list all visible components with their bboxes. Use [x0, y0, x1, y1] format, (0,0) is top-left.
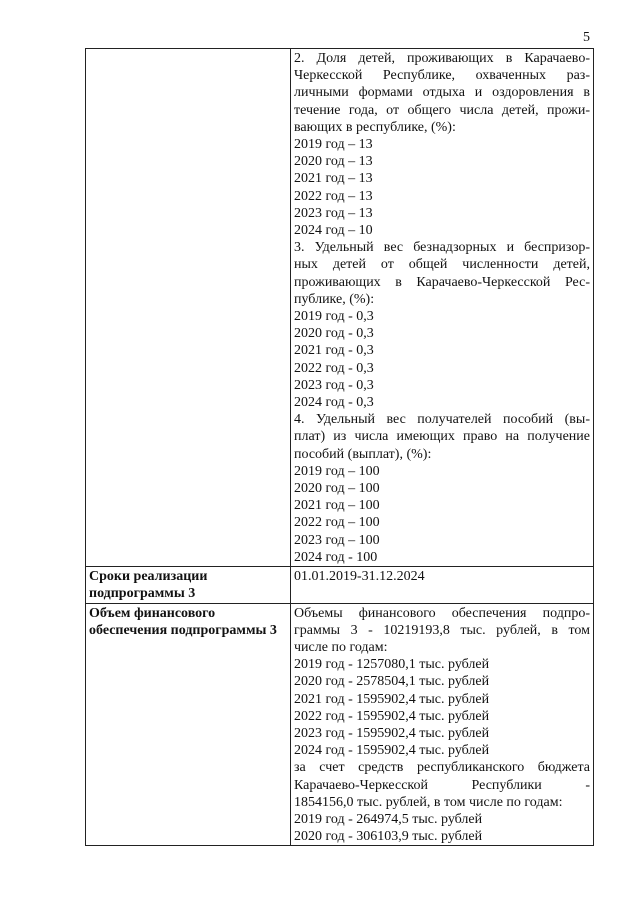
text-line: течение года, от общего числа детей, прожи- [294, 102, 590, 118]
text-line: 4. Удельный вес получателей пособий (вы- [294, 412, 590, 428]
text-line: Черкесской Республике, охваченных раз- [294, 68, 590, 84]
text-line: 2020 год - 306103,9 тыс. рублей [294, 829, 483, 845]
row-value [291, 49, 594, 567]
text-line: 2023 год - 0,3 [294, 377, 374, 393]
row-value [291, 603, 594, 846]
row-label: Объем финансового обеспечения подпрограммы 3 [86, 603, 291, 846]
passport-table [85, 48, 594, 846]
text-line: за счет средств республиканского бюджета [294, 760, 590, 776]
text-line: личными формами отдыха и оздоровления в [294, 85, 590, 101]
table-row [86, 603, 594, 846]
row-label: Сроки реализации подпрограммы 3 [86, 567, 291, 603]
text-line: вающих в республике, (%): [294, 119, 456, 135]
page-number: 5 [583, 30, 590, 45]
text-line: 2024 год - 100 [294, 549, 378, 565]
text-line: 01.01.2019-31.12.2024 [294, 569, 425, 585]
text-line: 2020 год – 100 [294, 481, 380, 497]
text-line: 2022 год – 100 [294, 515, 380, 531]
text-line: публике, (%): [294, 291, 375, 307]
text-line: 2021 год – 13 [294, 171, 373, 187]
text-line: 2019 год - 0,3 [294, 309, 374, 325]
text-line: 2019 год - 1257080,1 тыс. рублей [294, 657, 490, 673]
text-line: числе по годам: [294, 639, 388, 655]
text-line: ных детей от общей численности детей, [294, 257, 590, 273]
table-body [86, 49, 594, 846]
text-line: 2023 год – 13 [294, 205, 373, 221]
text-line: 2024 год – 10 [294, 223, 373, 239]
text-line: 2019 год - 264974,5 тыс. рублей [294, 811, 483, 827]
text-line: 2019 год – 13 [294, 137, 373, 153]
text-line: проживающих в Карачаево-Черкесской Рес- [294, 274, 590, 290]
table-row [86, 567, 594, 603]
text-line: 2019 год – 100 [294, 463, 380, 479]
text-line: 2024 год - 1595902,4 тыс. рублей [294, 743, 490, 759]
text-line: Объемы финансового обеспечения подпро- [294, 605, 590, 621]
row-value [291, 567, 594, 603]
text-line: 2021 год - 1595902,4 тыс. рублей [294, 691, 490, 707]
text-line: пособий (выплат), (%): [294, 446, 432, 462]
text-line: граммы 3 - 10219193,8 тыс. рублей, в том [294, 622, 590, 638]
text-line: плат) из числа имеющих право на получение [294, 429, 590, 445]
text-line: 2021 год - 0,3 [294, 343, 374, 359]
text-line: 2022 год – 13 [294, 188, 373, 204]
text-line: 2020 год - 0,3 [294, 326, 374, 342]
table-row [86, 49, 594, 567]
text-line: 2. Доля детей, проживающих в Карачаево- [294, 51, 590, 66]
text-line: 2023 год - 1595902,4 тыс. рублей [294, 725, 490, 741]
text-line: 2022 год - 1595902,4 тыс. рублей [294, 708, 490, 724]
text-line: Карачаево-Черкесской Республики - [294, 777, 590, 793]
text-line: 3. Удельный вес безнадзорных и беспризор- [294, 240, 590, 256]
text-line: 2021 год – 100 [294, 498, 380, 514]
text-line: 1854156,0 тыс. рублей, в том числе по годам: [294, 794, 563, 810]
row-label [86, 49, 291, 567]
text-line: 2023 год – 100 [294, 532, 380, 548]
text-line: 2022 год - 0,3 [294, 360, 374, 376]
text-line: 2020 год - 2578504,1 тыс. рублей [294, 674, 490, 690]
text-line: 2024 год - 0,3 [294, 395, 374, 411]
text-line: 2020 год – 13 [294, 154, 373, 170]
